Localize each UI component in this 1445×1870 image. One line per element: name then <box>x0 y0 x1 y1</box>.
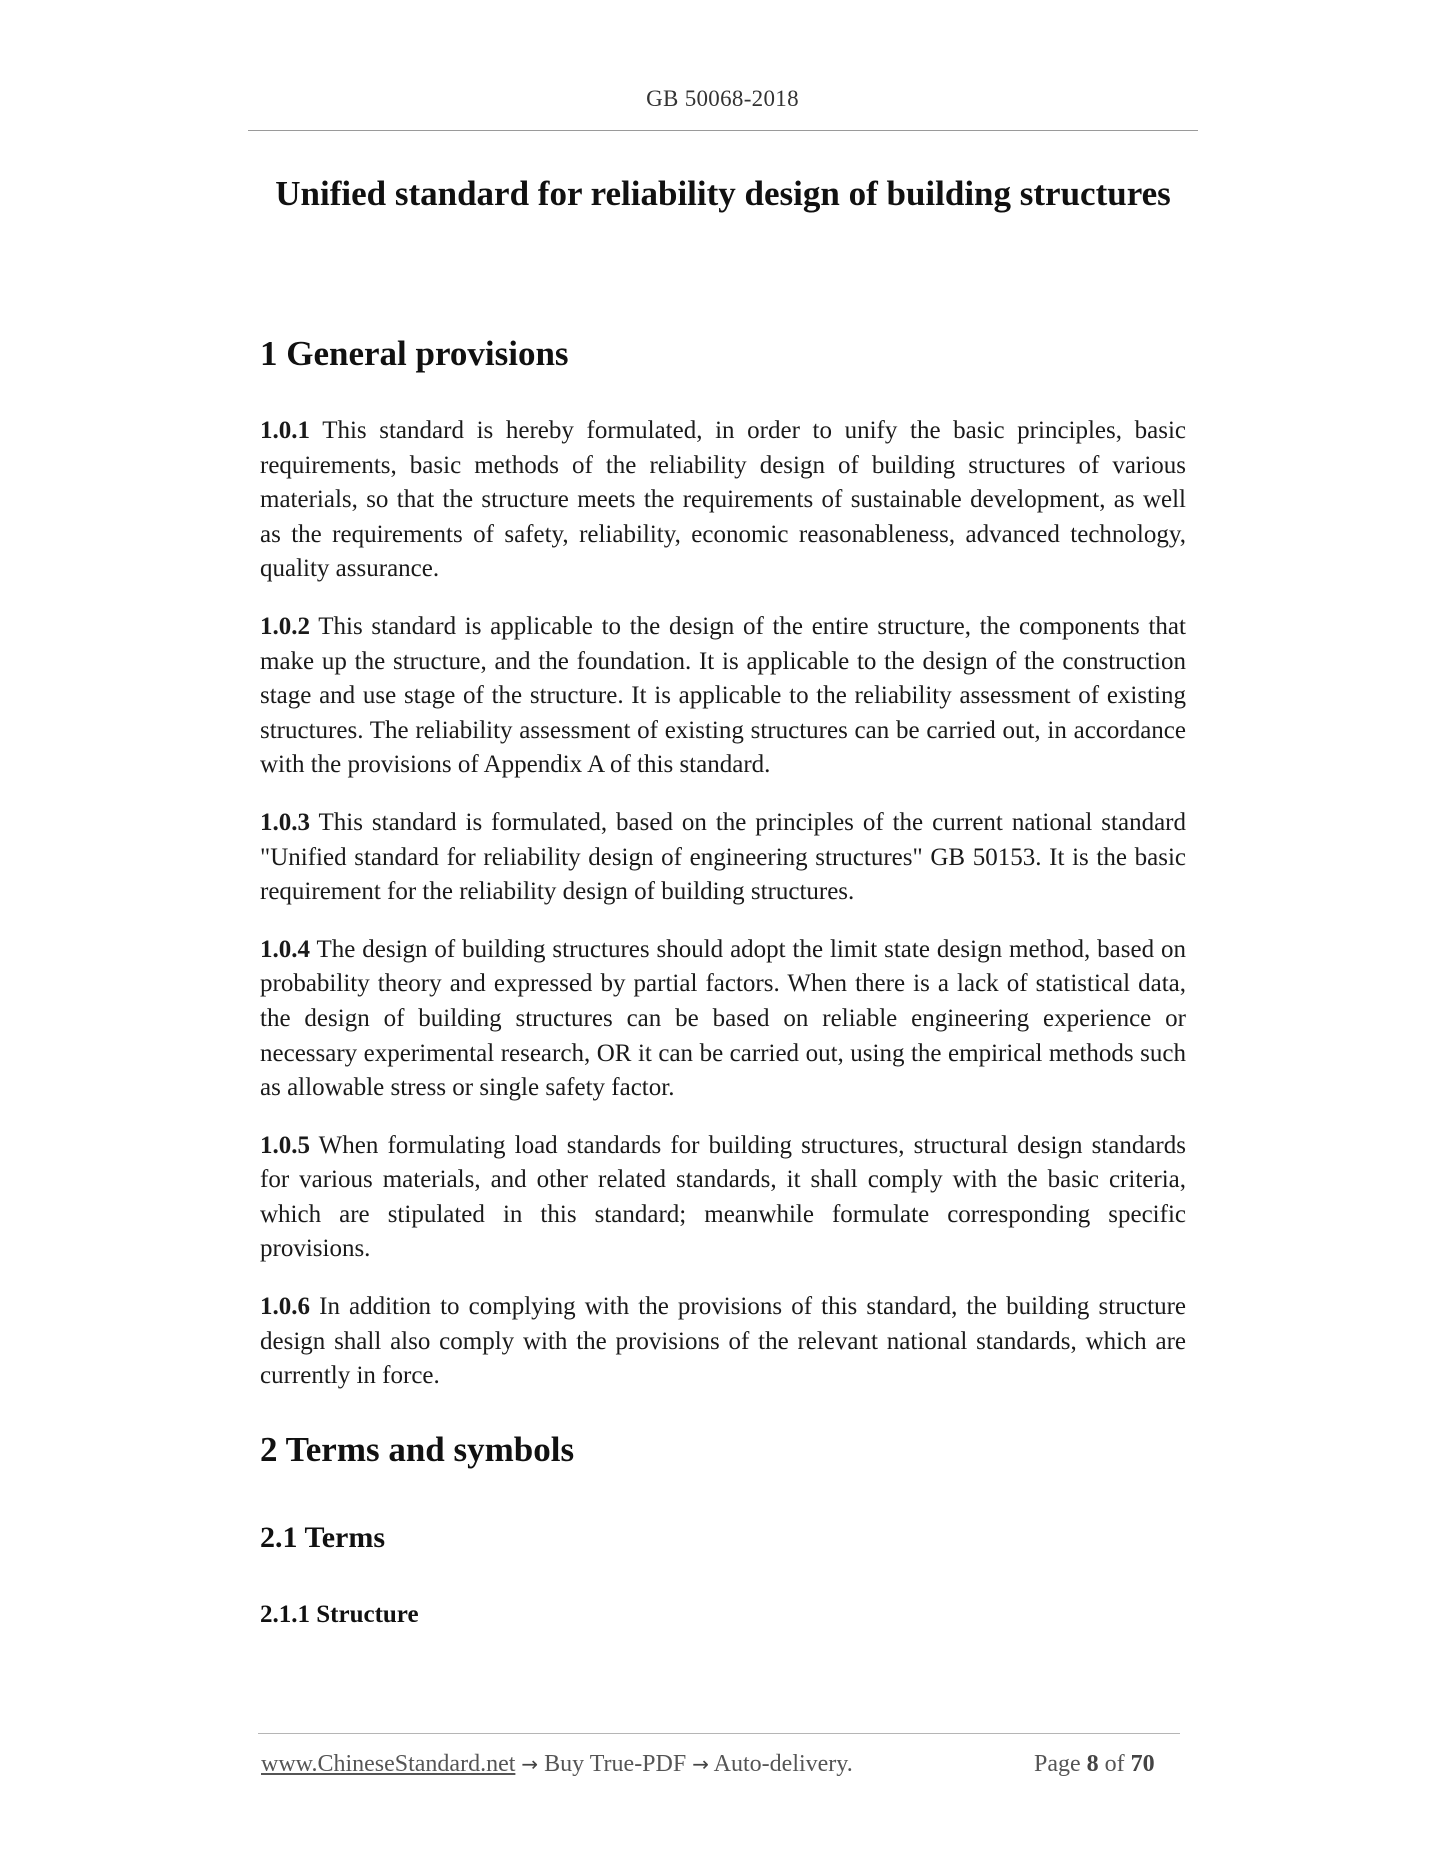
subsection-2-1-1-heading: 2.1.1 Structure <box>260 1600 419 1628</box>
clause-1-0-3 <box>260 806 1186 910</box>
clause-number: 1.0.3 <box>260 808 310 836</box>
footer-promo <box>261 1751 853 1778</box>
chapter-1-heading: 1 General provisions <box>260 334 569 373</box>
chapter-2-heading: 2 Terms and symbols <box>260 1429 575 1469</box>
clause-text: The design of building structures should adopt the limit state design method, based on probability theory and expressed by partial factors. When there is a lack of statistical data, the design of building structures can be based on reliable engineering experience or necessary experimental research, OR it can be carried out, using the empirical methods such as allowable stress or single safety factor. <box>260 935 1186 1102</box>
header-divider <box>248 130 1198 131</box>
clause-text: This standard is hereby formulated, in order to unify the basic principles, basic requirements, basic methods of the reliability design of building structures of various materials, so that the structure meets the requirements of sustainable development, as well as the requirements of safety, reliability, economic reasonableness, advanced technology, quality assurance. <box>260 417 1186 583</box>
arrow-right-icon: → <box>692 1752 709 1776</box>
website-link[interactable]: www.ChineseStandard.net <box>261 1751 516 1777</box>
footer-divider <box>258 1733 1180 1734</box>
buy-pdf-text: Buy True-PDF <box>544 1751 687 1777</box>
clause-number: 1.0.1 <box>260 417 310 444</box>
document-title: Unified standard for reliability design of building structures <box>275 174 1171 213</box>
section-2-1-heading: 2.1 Terms <box>260 1520 386 1554</box>
clause-1-0-6 <box>260 1290 1186 1394</box>
clause-text: When formulating load standards for building structures, structural design standards for various materials, and other related standards, it shall comply with the basic criteria, which are stipulated in this standard; meanwhile formulate corresponding specific provisions. <box>260 1131 1186 1263</box>
clause-number: 1.0.4 <box>260 935 310 963</box>
clause-1-0-1 <box>260 414 1186 587</box>
page-label: Page <box>1034 1751 1081 1777</box>
of-label: of <box>1104 1751 1125 1777</box>
current-page-number: 8 <box>1086 1751 1099 1777</box>
page-indicator <box>1034 1751 1155 1778</box>
clause-text: This standard is formulated, based on the principles of the current national standard "Unified standard for reliability design of engineering structures" GB 50153. It is the basic requirement for the reliability design of building structures. <box>260 808 1186 906</box>
clause-1-0-4 <box>260 933 1186 1106</box>
clause-1-0-2 <box>260 610 1186 783</box>
clause-1-0-5 <box>260 1129 1186 1267</box>
document-body <box>260 330 1186 1632</box>
running-header: GB 50068-2018 <box>646 86 799 111</box>
clause-text: In addition to complying with the provisions of this standard, the building structure design shall also comply with the provisions of the relevant national standards, which are currently in force. <box>260 1293 1186 1390</box>
arrow-right-icon: → <box>521 1752 539 1776</box>
auto-delivery-text: Auto-delivery. <box>713 1751 853 1777</box>
total-pages-number: 70 <box>1130 1751 1155 1777</box>
clause-text: This standard is applicable to the design of the entire structure, the components that make up the structure, and the foundation. It is applicable to the design of the construction stage and use stage of the structure. It is applicable to the reliability assessment of existing structures. The reliability assessment of existing structures can be carried out, in accordance with the provisions of Appendix A of this standard. <box>260 612 1186 779</box>
clause-number: 1.0.2 <box>260 612 310 640</box>
clause-number: 1.0.5 <box>260 1131 310 1159</box>
clause-number: 1.0.6 <box>260 1293 310 1321</box>
